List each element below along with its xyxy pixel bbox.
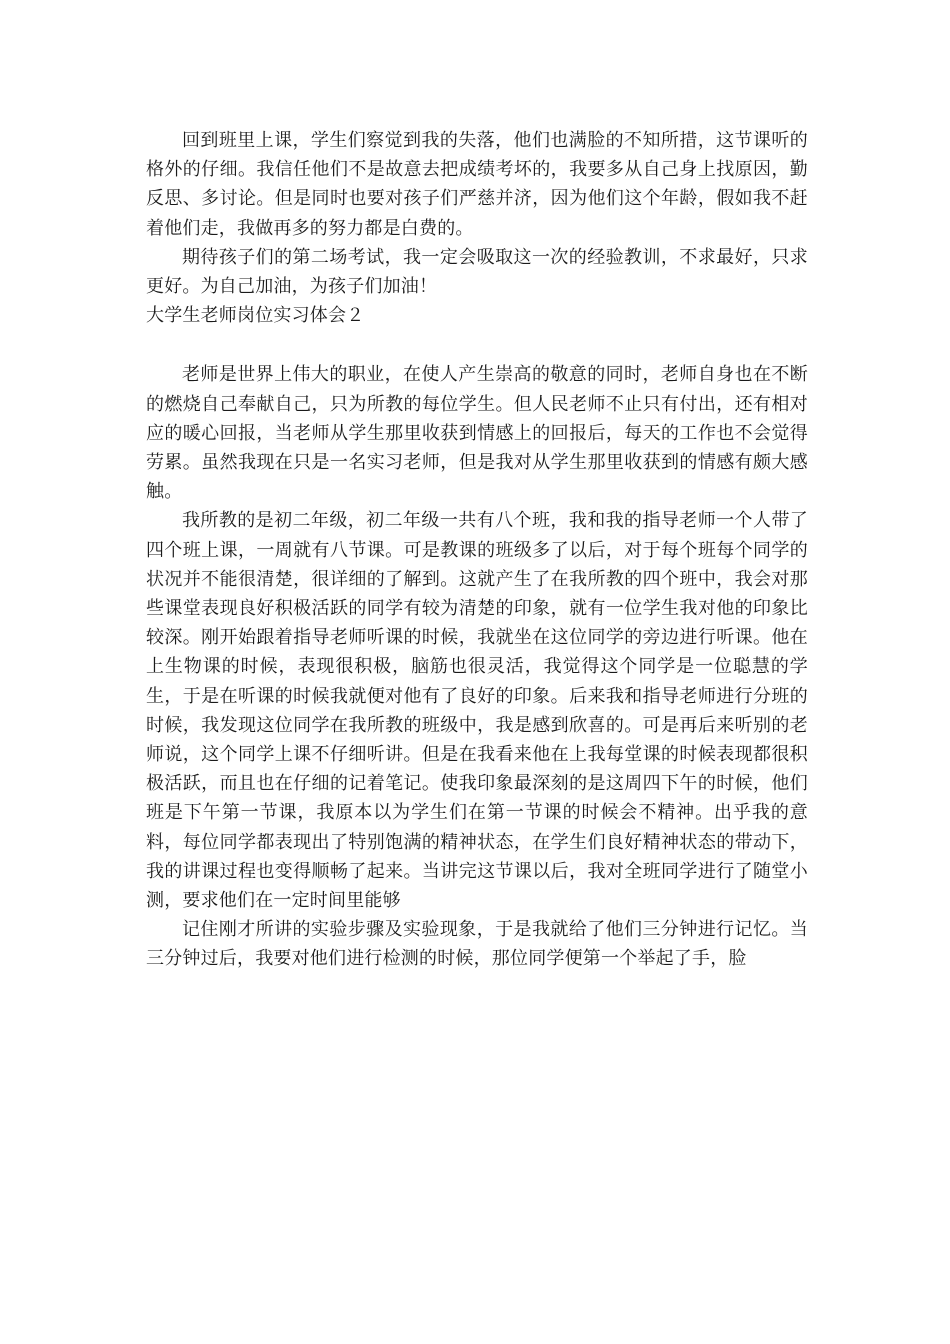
paragraph-1: 回到班里上课，学生们察觉到我的失落，他们也满脸的不知所措，这节课听的格外的仔细。我信任他们不是故意去把成绩考坏的，我要多从自己身上找原因，勤反思、多讨论。但是同时也要对孩子们严慈并济，因为他们这个年龄，假如我不赶着他们走，我做再多的努力都是白费的。 <box>146 130 808 239</box>
paragraph-5: 记住刚才所讲的实验步骤及实验现象，于是我就给了他们三分钟进行记忆。当三分钟过后，我要对他们进行检测的时候，那位同学便第一个举起了手，脸 <box>146 919 808 970</box>
blank-line <box>146 330 808 360</box>
paragraph-3: 老师是世界上伟大的职业，在使人产生崇高的敬意的同时，老师自身也在不断的燃烧自己奉献自己，只为所教的每位学生。但人民老师不止只有付出，还有相对应的暖心回报，当老师从学生那里收获到情感上的回报后，每天的工作也不会觉得劳累。虽然我现在只是一名实习老师，但是我对从学生那里收获到的情感有颇大感触。 <box>146 364 808 503</box>
paragraph-4: 我所教的是初二年级，初二年级一共有八个班，我和我的指导老师一个人带了四个班上课，一周就有八节课。可是教课的班级多了以后，对于每个班每个同学的状况并不能很清楚，很详细的了解到。这就产生了在我所教的四个班中，我会对那些课堂表现良好积极活跃的同学有较为清楚的印象，就有一位学生我对他的印象比较深。刚开始跟着指导老师听课的时候，我就坐在这位同学的旁边进行听课。他在上生物课的时候，表现很积极，脑筋也很灵活，我觉得这个同学是一位聪慧的学生，于是在听课的时候我就便对他有了良好的印象。后来我和指导老师进行分班的时候，我发现这位同学在我所教的班级中，我是感到欣喜的。可是再后来听别的老师说，这个同学上课不仔细听讲。但是在我看来他在上我每堂课的时候表现都很积极活跃，而且也在仔细的记着笔记。使我印象最深刻的是这周四下午的时候，他们班是下午第一节课，我原本以为学生们在第一节课的时候会不精神。出乎我的意料，每位同学都表现出了特别饱满的精神状态，在学生们良好精神状态的带动下，我的讲课过程也变得顺畅了起来。当讲完这节课以后，我对全班同学进行了随堂小测，要求他们在一定时间里能够 <box>146 510 808 912</box>
paragraph-2: 期待孩子们的第二场考试，我一定会吸取这一次的经验教训，不求最好，只求更好。为自己加油，为孩子们加油！ <box>146 246 808 298</box>
document-page <box>146 126 808 974</box>
section-heading: 大学生老师岗位实习体会２ <box>146 305 365 327</box>
